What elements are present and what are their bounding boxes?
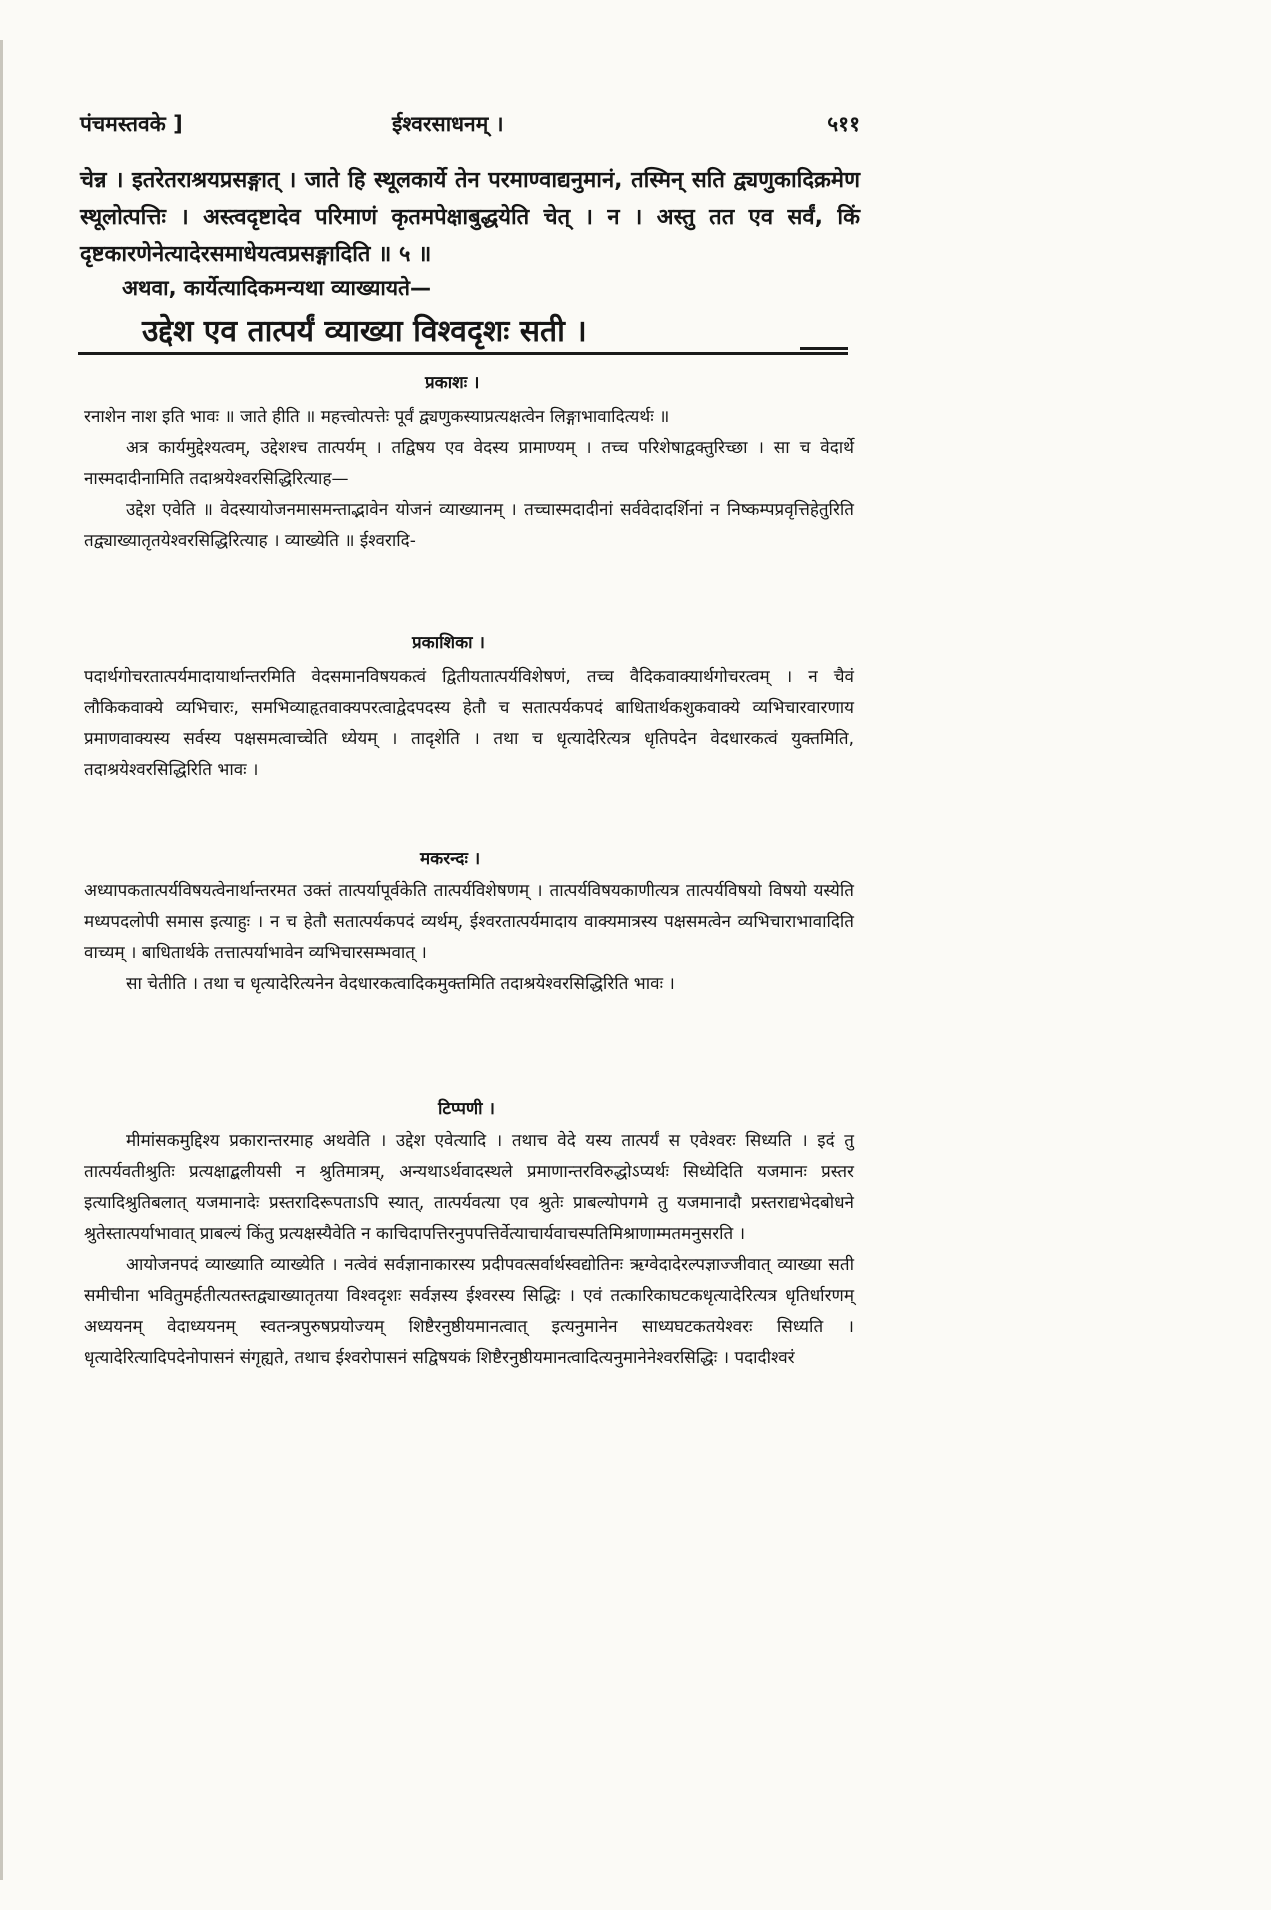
prakashika-heading: प्रकाशिका ।	[412, 633, 485, 653]
introductory-line: अथवा, कार्येत्यादिकमन्यथा व्याख्यायते—	[122, 276, 431, 300]
main-text-block	[80, 162, 860, 273]
page-number: ५११	[827, 112, 860, 136]
divider-rule	[78, 352, 848, 355]
commentary-paragraph: अध्यापकतात्पर्यविषयत्वेनार्थान्तरमत उक्तं तात्पर्यापूर्वकेति तात्पर्यविशेषणम् । तात्पर्यविषयकाणीत्यत्र तात्पर्यविषयो विषयो यस्येति मध्यपदलोपी समास इत्याहुः । न च हेतौ सतात्पर्यकपदं व्यर्थम्, ईश्वरतात्पर्यमादाय वाक्यमात्रस्य पक्षसमत्वेन व्यभिचाराभावादिति वाच्यम् । बाधितार्थके तत्तात्पर्याभावेन व्यभिचारसम्भवात् ।	[84, 881, 854, 963]
prakasha-commentary	[84, 402, 854, 557]
commentary-paragraph: पदार्थगोचरतात्पर्यमादायार्थान्तरमिति वेदसमानविषयकत्वं द्वितीयतात्पर्यविशेषणं, तच्च वैदिकवाक्यार्थगोचरत्वम् । न चैवं लौकिकवाक्ये व्यभिचारः, समभिव्याहृतवाक्यपरत्वाद्वेदपदस्य हेतौ च सतात्पर्यकपदं बाधितार्थकशुकवाक्ये व्यभिचारवारणाय प्रमाणवाक्यस्य सर्वस्य पक्षसमत्वाच्चेति ध्येयम् । तादृशेति । तथा च धृत्यादेरित्यत्र धृतिपदेन वेदधारकत्वं युक्तमिति, तदाश्रयेश्वरसिद्धिरिति भावः ।	[84, 667, 854, 780]
tippani-commentary	[84, 1126, 854, 1374]
running-header	[80, 104, 860, 144]
karika-verse: उद्देश एव तात्पर्यं व्याख्या विश्वदृशः सती ।	[142, 314, 587, 349]
main-text-paragraph: चेन्न । इतरेतराश्रयप्रसङ्गात् । जाते हि स्थूलकार्ये तेन परमाण्वाद्यनुमानं, तस्मिन् सति द्व्यणुकादिक्रमेण स्थूलोत्पत्तिः । अस्त्वदृष्टादेव परिमाणं कृतमपेक्षाबुद्धयेति चेत् । न । अस्तु तत एव सर्वं, किं दृष्टकारणेनेत्यादेरसमाधेयत्वप्रसङ्गादिति ॥ ५ ॥	[80, 168, 860, 267]
makaranda-heading: मकरन्दः ।	[420, 849, 481, 869]
page-edge-shadow	[0, 40, 3, 1880]
commentary-paragraph: अत्र कार्यमुद्देश्यत्वम्, उद्देशश्च तात्पर्यम् । तद्विषय एव वेदस्य प्रामाण्यम् । तच्च परिशेषाद्वक्तुरिच्छा । सा च वेदार्थे नास्मदादीनामिति तदाश्रयेश्वरसिद्धिरित्याह—	[84, 438, 854, 489]
prakashika-commentary	[84, 662, 854, 786]
commentary-paragraph: उद्देश एवेति ॥ वेदस्यायोजनमासमन्ताद्भावेन योजनं व्याख्यानम् । तच्चास्मदादीनां सर्ववेदादर्शिनां न निष्कम्पप्रवृत्तिहेतुरिति तद्व्याख्यातृतयेश्वरसिद्धिरित्याह । व्याख्येति ॥ ईश्वरादि-	[84, 500, 854, 551]
commentary-paragraph: सा चेतीति । तथा च धृत्यादेरित्यनेन वेदधारकत्वादिकमुक्तमिति तदाश्रयेश्वरसिद्धिरिति भावः ।	[126, 974, 675, 994]
commentary-paragraph: मीमांसकमुद्दिश्य प्रकारान्तरमाह अथवेति । उद्देश एवेत्यादि । तथाच वेदे यस्य तात्पर्यं स एवेश्वरः सिध्यति । इदं तु तात्पर्यवतीश्रुतिः प्रत्यक्षाद्बलीयसी न श्रुतिमात्रम्, अन्यथाऽर्थवादस्थले प्रमाणान्तरविरुद्धोऽप्यर्थः सिध्येदिति यजमानः प्रस्तर इत्यादिश्रुतिबलात् यजमानादेः प्रस्तरादिरूपताऽपि स्यात्, तात्पर्यवत्या एव श्रुतेः प्राबल्योपगमे तु यजमानादौ प्रस्तराद्यभेदबोधने श्रुतेस्तात्पर्याभावात् प्राबल्यं किंतु प्रत्यक्षस्यैवेति न काचिदापत्तिरनुपपत्तिर्वेत्याचार्यवाचस्पतिमिश्राणाम्मतमनुसरति ।	[84, 1131, 854, 1244]
tippani-heading: टिप्पणी ।	[438, 1099, 495, 1119]
header-section-label: पंचमस्तवके ]	[80, 112, 183, 136]
prakasha-heading: प्रकाशः ।	[425, 373, 480, 393]
commentary-paragraph: आयोजनपदं व्याख्याति व्याख्येति । नत्वेवं सर्वज्ञानाकारस्य प्रदीपवत्सर्वार्थस्वद्योतिनः ऋग्वेदादेरल्पज्ञाज्जीवात् व्याख्या सती समीचीना भवितुमर्हतीत्यतस्तद्व्याख्यातृतया विश्वदृशः सर्वज्ञस्य ईश्वरस्य सिद्धिः । एवं तत्कारिकाघटकधृत्यादेरित्यत्र धृतिर्धारणम् अध्ययनम् वेदाध्ययनम् स्वतन्त्रपुरुषप्रयोज्यम् शिष्टैरनुष्ठीयमानत्वात् इत्यनुमानेन साध्यघटकतयेश्वरः सिध्यति । धृत्यादेरित्यादिपदेनोपासनं संगृह्यते, तथाच ईश्वरोपासनं सद्विषयकं शिष्टैरनुष्ठीयमानत्वादित्यनुमानेनेश्वरसिद्धिः । पदादीश्वरं	[84, 1255, 854, 1368]
header-title: ईश्वरसाधनम् ।	[392, 112, 504, 136]
divider-rule-tail	[800, 347, 848, 350]
makaranda-commentary	[84, 876, 854, 1000]
commentary-paragraph: रनाशेन नाश इति भावः ॥ जाते हीति ॥ महत्त्वोत्पत्तेः पूर्वं द्व्यणुकस्याप्रत्यक्षत्वेन लिङ्गाभावादित्यर्थः ॥	[84, 407, 670, 427]
